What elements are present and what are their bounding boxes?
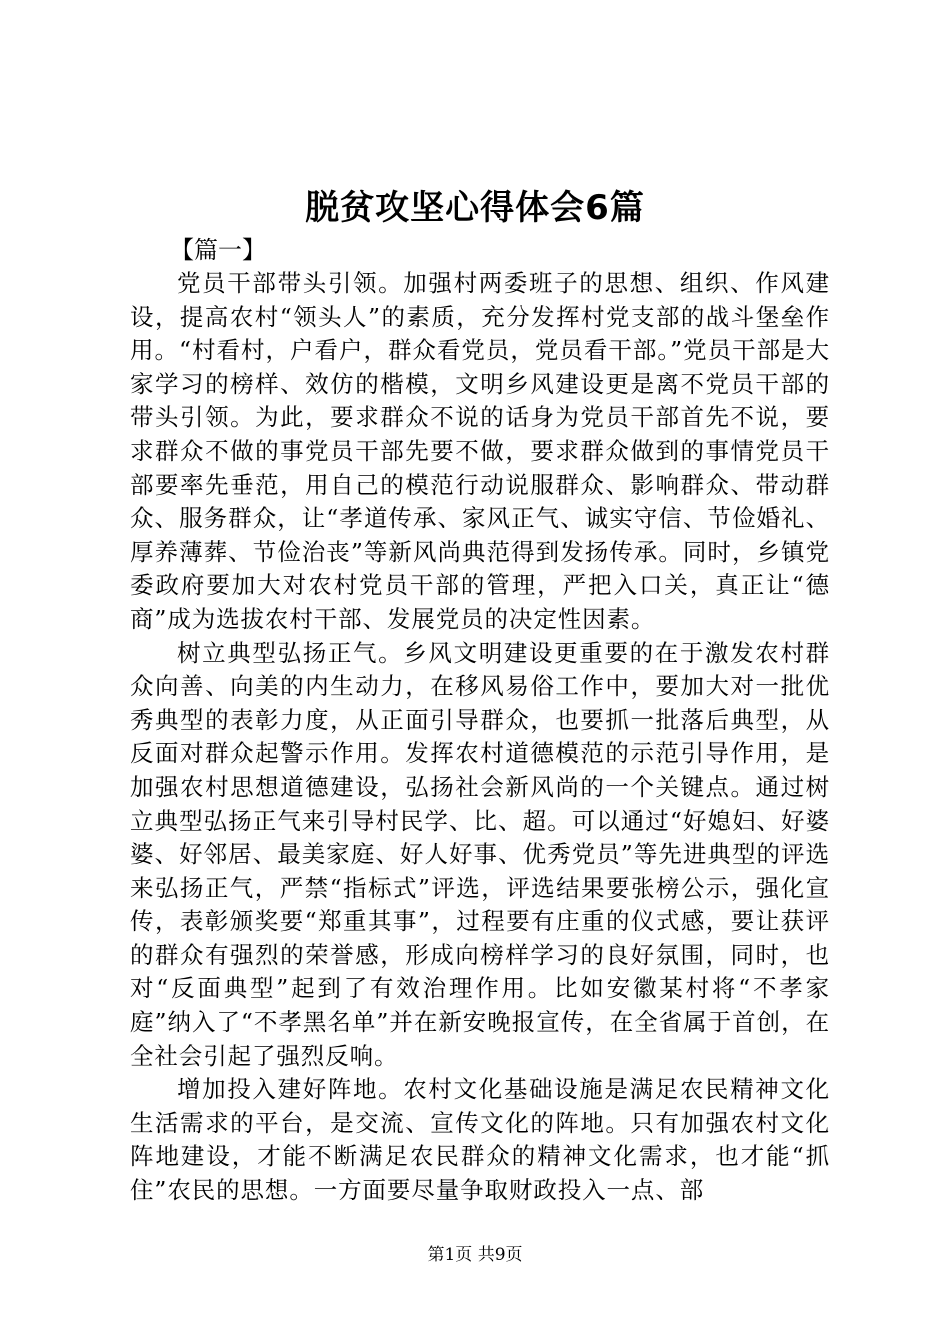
document-title: 脱贫攻坚心得体会6篇 (305, 188, 645, 228)
section-label: 【篇一】 (170, 236, 266, 264)
paragraph: 党员干部带头引领。加强村两委班子的思想、组织、作风建设，提高农村“领头人”的素质，充分发挥村党支部的战斗堡垒作用。“村看村，户看户，群众看党员，党员看干部。”党员干部是大家学习的榜样、效仿的楷模，文明乡风建设更是离不党员干部的带头引领。为此，要求群众不说的话身为党员干部首先不说，要求群众不做的事党员干部先要不做，要求群众做到的事情党员干部要率先垂范，用自己的模范行动说服群众、影响群众、带动群众、服务群众，让“孝道传承、家风正气、诚实守信、节俭婚礼、厚养薄葬、节俭治丧”等新风尚典范得到发扬传承。同时，乡镇党委政府要加大对农村党员干部的管理，严把入口关，真正让“德商”成为选拔农村干部、发展党员的决定性因素。 (130, 269, 830, 633)
paragraph: 树立典型弘扬正气。乡风文明建设更重要的在于激发农村群众向善、向美的内生动力，在移风易俗工作中，要加大对一批优秀典型的表彰力度，从正面引导群众，也要抓一批落后典型，从反面对群众起警示作用。发挥农村道德模范的示范引导作用，是加强农村思想道德建设，弘扬社会新风尚的一个关键点。通过树立典型弘扬正气来引导村民学、比、超。可以通过“好媳妇、好婆婆、好邻居、最美家庭、好人好事、优秀党员”等先进典型的评选来弘扬正气，严禁“指标式”评选，评选结果要张榜公示，强化宣传，表彰颁奖要“郑重其事”，过程要有庄重的仪式感，要让获评的群众有强烈的荣誉感，形成向榜样学习的良好氛围，同时，也对“反面典型”起到了有效治理作用。比如安徽某村将“不孝家庭”纳入了“不孝黑名单”并在新安晚报宣传，在全省属于首创，在全社会引起了强烈反响。 (130, 638, 830, 1070)
paragraph: 增加投入建好阵地。农村文化基础设施是满足农民精神文化生活需求的平台，是交流、宣传文化的阵地。只有加强农村文化阵地建设，才能不断满足农民群众的精神文化需求，也才能“抓住”农民的思想。一方面要尽量争取财政投入一点、部 (130, 1075, 830, 1205)
page-footer: 第1页 共9页 (427, 1245, 523, 1265)
body-text (130, 267, 830, 1208)
